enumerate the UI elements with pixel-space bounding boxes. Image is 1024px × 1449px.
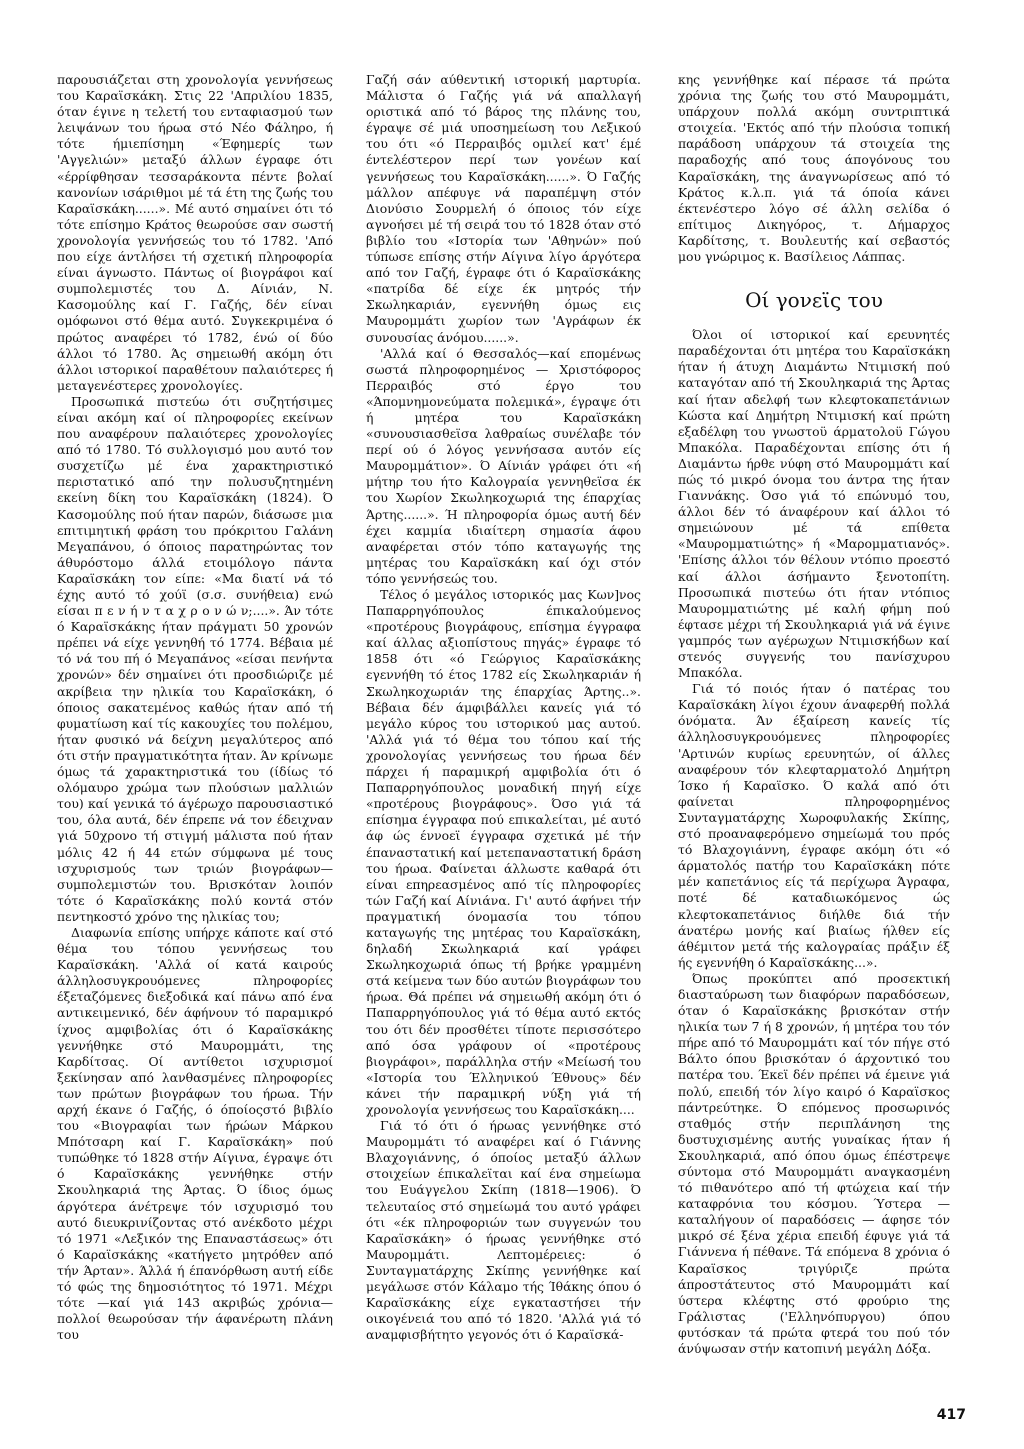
text-column-3 bbox=[678, 72, 950, 1387]
paragraph: Γιά τό ποιός ήταν ό πατέρας του Καραϊσκάκη λίγοι έχουν άναφερθή πολλά όνόματα. Άν έξαίρεση κανείς τίς άλληλοσυγκρουόμενες πληροφορίες 'Αρτινών κυρίως ερευνητών, οί άλλες αναφέρουν τόν κλεφταρματολό Δημήτρη Ίσκο ή Καραϊσκο. Ό καλά από ότι φαίνεται πληροφορημένος Συνταγματάρχης Χωροφυλακής Σκίπης, στό προαναφερόμενο σημείωμά του πρός τό Βλαχογιάννη, έγραφε ακόμη ότι «ό άρματολός πατήρ του Καραϊσκάκη πότε μέν καπετάνιος είς τά περίχωρα Άγραφα, ποτέ δέ καταδιωκόμενος ώς κλεφτοκαπετάνιος διήλθε διά τήν άνατέρω μονής καί βιαίως ήλθεν είς άθέμιτον μετά τής καλογραίας πράξιν έξ ής εγεννήθη ό Καραϊσκάκης...». bbox=[678, 681, 950, 970]
paragraph: Προσωπικά πιστεύω ότι συζητήσιμες είναι ακόμη καί οί πληροφορίες εκείνων που αναφέρουν παλαιότερες χρονολογίες από τό 1780. Τό συλλογισμό μου αυτό τον συσχετίζω μέ ένα χαρακτηριστικό περιστατικό από την πολυσυζητημένη εκείνη δίκη του Καραϊσκάκη (1824). Ό Κασομούλης πού ήταν παρών, διάσωσε μια επιτιμητική φράση του πρόκριτου Γαλάνη Μεγαπάνου, ό όποιος παρατηρώντας τον άθυρόστομο άλλά ετοιμόλογο πάντα Καραϊσκάκη τον είπε: «Μα διατί νά τό έχης αυτό τό χούϊ (σ.σ. συνήθεια) ενώ είσαι π ε ν ή ν τ α χ ρ ο ν ώ ν;....». Άν τότε ό Καραϊσκάκης ήταν πράγματι 50 χρονών πρέπει νά είχε γεννηθή τό 1774. Βέβαια μέ τό νά του πή ό Μεγαπάνος «είσαι πενήντα χρονών» δέν σημαίνει ότι προσδιώριζε μέ ακρίβεια την ηλικία του Καραϊσκάκη, ό όποιος σακατεμένος καθώς ήταν από τή φυματίωση καί τίς κακουχίες του πολέμου, ήταν φυσικό νά δείχνη μεγαλύτερος από ότι στήν πραγματικότητα ήταν. Άν κρίνωμε όμως τά χαρακτηριστικά του (ίδίως τό ολόμαυρο χρώμα των πλούσιων μαλλιών του) καί γενικά τό άγέρωχο παρουσιαστικό του, όλα αυτά, δέν έπρεπε νά τον έδειχναν γιά 50χρονο τή στιγμή μάλιστα πού ήταν μόλις 42 ή 44 ετών σύμφωνα μέ τους ισχυρισμούς των τριών βιογράφων—συμπολεμιστών του. Βρισκόταν λοιπόν τότε ό Καραϊσκάκης πολύ κοντά στόν πεντηκοστό χρόνο της ηλικίας του; bbox=[57, 393, 333, 924]
text-column-1 bbox=[57, 72, 333, 1387]
paragraph: παρουσιάζεται στη χρονολογία γεννήσεως του Καραϊσκάκη. Στις 22 'Απριλίου 1835, όταν έγινε η τελετή του ενταφιασμού των λειψάνων του ήρωα στό Νέο Φάληρο, ή τότε ήμιεπίσημη «Έφημερίς των 'Αγγελιών» μεταξύ άλλων έγραφε ότι «έρρίφθησαν τεσσαράκοντα πέντε βολαί κανονίων ισάριθμοι μέ τά έτη της ζωής του Καραϊσκάκη......». Μέ αυτό σημαίνει ότι τό τότε επίσημο Κράτος θεωρούσε σαν σωστή χρονολογία γεννήσεώς του τό 1782. 'Από που είχε άντλήσει τή σχετική πληροφορία είναι άγνωστο. Πάντως οί βιογράφοι καί συμπολεμιστές του Δ. Αίνιάν, Ν. Κασομούλης καί Γ. Γαζής, δέν είναι ομόφωνοι στό θέμα αυτό. Συγκεκριμένα ό πρώτος αναφέρει τό 1782, ένώ οί δύο άλλοι τό 1780. Άς σημειωθή ακόμη ότι άλλοι ιστορικοί παραθέτουν παλαιότερες ή μεταγενέστερες χρονολογίες. bbox=[57, 72, 333, 393]
page-number: 417 bbox=[936, 1407, 966, 1423]
paragraph: Γιά τό ότι ό ήρωας γεννήθηκε στό Μαυρομμάτι τό αναφέρει καί ό Γιάννης Βλαχογιάννης, ό όποίος μεταξύ άλλων στοιχείων έπικαλεϊται καί ένα σημείωμα του Ευάγγελου Σκίπη (1818—1906). Ό τελευταίος στό σημείωμά του αυτό γράφει ότι «έκ πληροφοριών των συγγενών του Καραϊσκάκη» ό ήρωας γεννήθηκε στό Μαυρομμάτι. Λεπτομέρειες: ό Συνταγματάρχης Σκίπης γεννήθηκε καί μεγάλωσε στόν Κάλαμο τής Ίθάκης όπου ό Καραϊσκάκης είχε εγκαταστήσει τήν οικογένειά του από τό 1820. 'Αλλά γιά τό αναμφισβήτητο γεγονός ότι ό Καραϊσκά- bbox=[366, 1118, 641, 1343]
paragraph: Όπως προκύπτει από προσεκτική διασταύρωση των διαφόρων παραδόσεων, όταν ό Καραϊσκάκης βρισκόταν στήν ηλικία των 7 ή 8 χρονών, ή μητέρα του τόν πήρε από τό Μαυρομμάτι καί τόν πήγε στό Βάλτο όπου βρισκόταν ό άρχοντικό του πατέρα του. Έκεϊ δέν πρέπει νά έμεινε γιά πολύ, επειδή τόν λίγο καιρό ό Καραϊσκος πάντρεύτηκε. Ό επόμενος προσωρινός σταθμός στήν περιπλάνηση της δυστυχισμένης αυτής γυναίκας ήταν ή Σκουληκαριά, από όπου όμως έπέστρεψε σύντομα στό Μαυρομμάτι αναγκασμένη τό πιθανότερο από τή φτώχεια καί τήν καταφρόνια του κόσμου. Ύστερα — καταλήγουν οί παραδόσεις — άφησε τόν μικρό σέ ξένα χέρια επειδή έφυγε γιά τά Γιάννενα ή πέθανε. Τά επόμενα 8 χρόνια ό Καραϊσκος τριγύριζε πρώτα άπροστάτευτος στό Μαυρομμάτι καί ύστερα κλέφτης στό φρούριο της Γράλιστας ('Ελληνόπυργου) όπου φυτόσκαν τά πρώτα φτερά του πού τόν άνύψωσαν στήν κατοπινή μεγάλη Δόξα. bbox=[678, 970, 950, 1357]
paragraph: κης γεννήθηκε καί πέρασε τά πρώτα χρόνια της ζωής του στό Μαυρομμάτι, υπάρχουν πολλά ακόμη συντριπτικά στοιχεία. 'Εκτός από τήν πλούσια τοπική παράδοση υπάρχουν τά στοιχεία της παραδοχής από τους άπογόνους του Καραϊσκάκη, της άναγνωρίσεως από τό Κράτος κ.λ.π. γιά τά όποία κάνει έκτενέστερο λόγο σέ άλλη σελίδα ό επίτιμος Δικηγόρος, τ. Δήμαρχος Καρδίτσης, τ. Βουλευτής καί σεβαστός μου γνώριμος κ. Βασίλειος Λάππας. bbox=[678, 72, 950, 265]
section-heading: Οί γονεϊς του bbox=[745, 288, 883, 313]
paragraph: Διαφωνία επίσης υπήρχε κάποτε καί στό θέμα του τόπου γεννήσεως του Καραϊσκάκη. 'Αλλά οί κατά καιρούς άλληλοσυγκρουόμενες πληροφορίες έξεταζόμενες διεξοδικά καί πάνω από ένα αντικειμενικό, δέν άφήνουν τό παραμικρό ίχνος αμφιβολίας ότι ό Καραϊσκάκης γεννήθηκε στό Μαυρομμάτι, της Καρδίτσας. Οί αντίθετοι ισχυρισμοί ξεκίνησαν από λανθασμένες πληροφορίες των πρώτων βιογράφων του ήρωα. Τήν αρχή έκανε ό Γαζής, ό όποίοςστό βιβλίο του «Βιογραφίαι των ήρώων Μάρκου Μπότσαρη καί Γ. Καραϊσκάκη» πού τυπώθηκε τό 1828 στήν Αίγινα, έγραψε ότι ό Καραϊσκάκης γεννήθηκε στήν Σκουληκαριά της Άρτας. Ό ίδιος όμως άργότερα άνέτρεψε τόν ισχυρισμό του αυτό διευκρινίζοντας στό ανέκδοτο μέχρι τό 1971 «Λεξικόν της Επαναστάσεως» ότι ό Καραϊσκάκης «κατήγετο μητρόθεν από τήν Άρταν». Άλλά ή έπανόρθωση αυτή είδε τό φώς της δημοσιότητος τό 1971. Μέχρι τότε —καί γιά 143 ακριβώς χρόνια—πολλοί θεωρούσαν τήν άφανέρωτη πλάνη του bbox=[57, 924, 333, 1343]
paragraph: Τέλος ό μεγάλος ιστορικός μας Κων]νος Παπαρρηγόπουλος έπικαλούμενος «προτέρους βιογράφους, επίσημα έγγραφα καί άλλας αξιοπίστους πηγάς» έγραφε τό 1858 ότι «ό Γεώργιος Καραϊσκάκης εγεννήθη τό έτος 1782 είς Σκωληκαριάν ή Σκωληκοχωριάν της έπαρχίας Άρτης..». Βέβαια δέν άμφιβάλλει κανείς γιά τό μεγάλο κύρος του ιστορικού μας αυτού. 'Αλλά γιά τό θέμα του τόπου καί τής χρονολογίας γεννήσεως του ήρωα δέν πάρχει ή παραμικρή αμφιβολία ότι ό Παπαρρηγόπουλος μοναδική πηγή είχε «προτέρους βιογράφους». Όσο γιά τά επίσημα έγγραφα πού επικαλείται, μέ αυτό άφ ώς έννοεϊ έγγραφα σχετικά μέ τήν έπαναστατική καί μετεπαναστατική δράση του ήρωα. Φαίνεται άλλωστε καθαρά ότι είναι επηρεασμένος από τίς πληροφορίες τών Γαζή καί Αίνιάνα. Γι' αυτό άφήνει τήν πραγματική όνομασία του τόπου καταγωγής της μητέρας του Καραϊσκάκη, δηλαδή Σκωληκαριά καί γράφει Σκωληκοχωριά όπως τή βρήκε γραμμένη στά κείμενα των δύο αυτών βιογράφων του ήρωα. Θά πρέπει νά σημειωθή ακόμη ότι ό Παπαρρηγόπουλος γιά τό θέμα αυτό εκτός του ότι δέν προσθέτει τίποτε περισσότερο από όσα γράφουν οί «προτέρους βιογράφοι», παράλληλα στήν «Μείωσή του «Ιστορία του Έλληνικού Έθνους» δέν κάνει τήν παραμικρή νύξη γιά τή χρονολογία γεννήσεως του Καραϊσκάκη.... bbox=[366, 587, 641, 1117]
paragraph: Όλοι οί ιστορικοί καί ερευνητές παραδέχονται ότι μητέρα του Καραϊσκάκη ήταν ή άτυχη Διαμάντω Ντιμισκή πού καταγόταν από τή Σκουληκαριά της Άρτας καί ήταν αδελφή των κλεφτοκαπετάνιων Κώστα καί Δημήτρη Ντιμισκή καί πρώτη εξαδέλφη του γνωστοϋ άρματολοϋ Γώγου Μπακόλα. Παραδέχονται επίσης ότι ή Διαμάντω ήρθε νύφη στό Μαυρομμάτι καί πώς τό μικρό όνομα του άντρα της ήταν Γιαννάκης. Όσο γιά τό επώνυμό του, άλλοι δέν τό άναφέρουν καί άλλοι τό σημειώνουν μέ τά επίθετα «Μαυρομματιώτης» ή «Μαρομματιανός». 'Επίσης άλλοι τόν θέλουν ντόπιο προεστό καί άλλοι άσήμαντο ξενοτοπίτη. Προσωπικά πιστεύω ότι ήταν ντόπιος Μαυρομματιώτης μέ καλή φήμη πού έφτασε μέχρι τή Σκουληκαριά γιά νά έγινε γαμπρός των αγέρωχων Ντιμισκήδων καί στενός συγγενής του πανίσχυρου Μπακόλα. bbox=[678, 327, 950, 681]
paragraph: Γαζή σάν αύθεντική ιστορική μαρτυρία. Μάλιστα ό Γαζής γιά νά απαλλαγή οριστικά από τό βάρος της πλάνης του, έγραψε σέ μιά υποσημείωση του Λεξικού του ότι «ό Περραιβός ομιλεί κατ' έμέ έντελέστερον περί των γονέων καί γεννήσεως του Καραϊσκάκη......». Ό Γαζής μάλλον απέφυγε νά παραπέμψη στόν Διονύσιο Σουρμελή ό όποιος τόν είχε αγνοήσει μέ τή σειρά του τό 1828 όταν στό βιβλίο του «Ιστορία των 'Αθηνών» πού τύπωσε επίσης στήν Αίγινα λίγο άργότερα από τον Γαζή, έγραφε ότι ό Καραϊσκάκης «πατρίδα δέ είχε έκ μητρός τήν Σκωληκαριάν, εγεννήθη όμως εις Μαυρομμάτι χωρίον των 'Αγράφων έκ συνουσίας άνόμου......». bbox=[366, 72, 641, 345]
text-column-2 bbox=[366, 72, 641, 1387]
paragraph: 'Αλλά καί ό Θεσσαλός—καί επομένως σωστά πληροφορημένος — Χριστόφορος Περραιβός στό έργο του «Άπομνημονεύματα πολεμικά», έγραψε ότι ή μητέρα του Καραϊσκάκη «συνουσιασθεϊσα λαθραίως συνέλαβε τόν περί ού ό λόγος γεννήσασα αυτόν είς Μαυρομμάτιον». Ό Αίνιάν γράφει ότι «ή μήτηρ του ήτο Καλογραία γεννηθεϊσα έκ του Χωρίον Σκωληκοχωριά της έπαρχίας Άρτης......». Ή πληροφορία όμως αυτή δέν έχει καμμία ιδιαίτερη σημασία άφου αναφέρεται στόν τόπο καταγωγής της μητέρας του Καραϊσκάκη καί όχι στόν τόπο γεννήσεώς του. bbox=[366, 345, 641, 586]
